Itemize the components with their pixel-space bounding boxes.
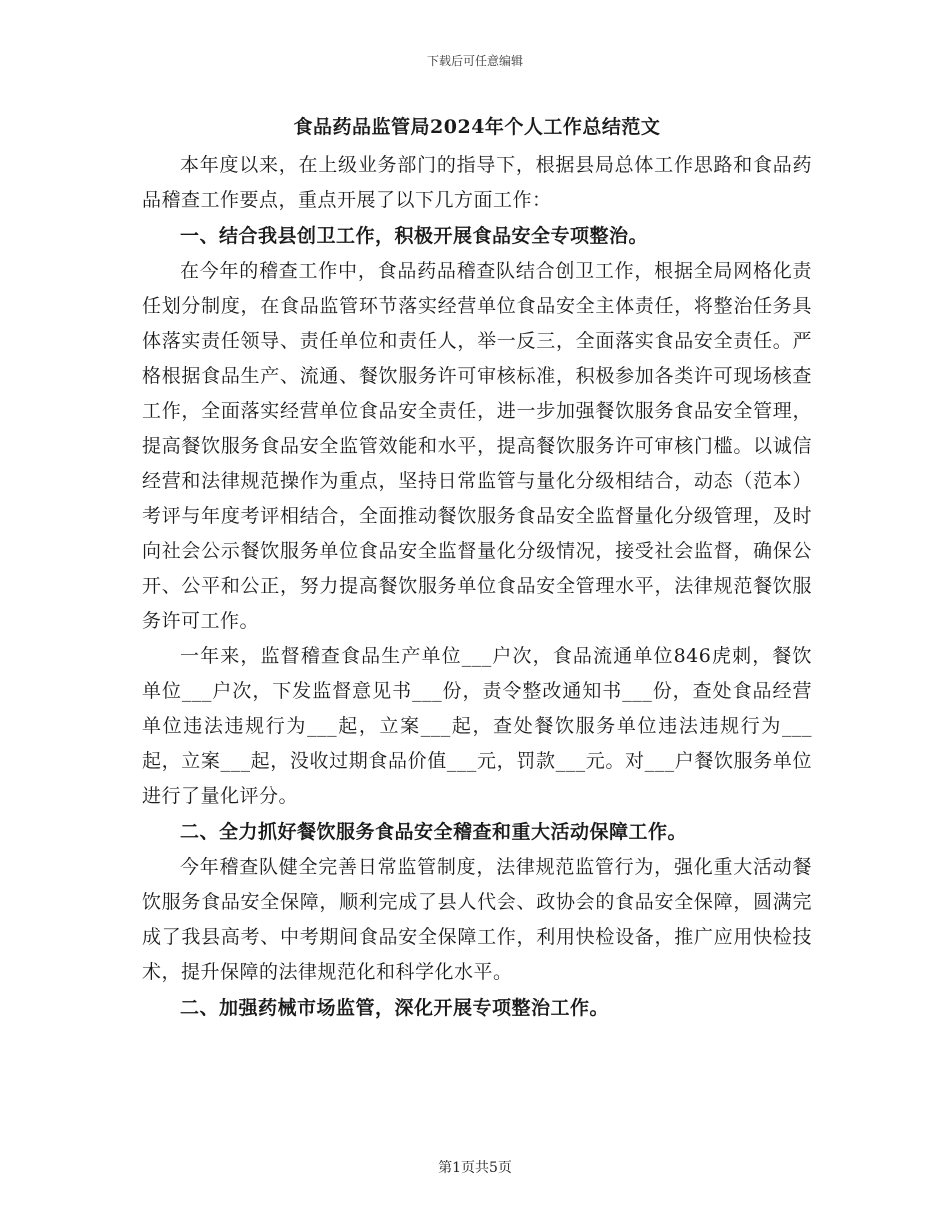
document-title: 食品药品监管局2024年个人工作总结范文: [293, 116, 661, 138]
section-heading-2: 二、全力抓好餐饮服务食品安全稽查和重大活动保障工作。: [180, 821, 688, 843]
page-number-indicator: 第1页共5页: [438, 1160, 512, 1176]
section-1-paragraph-1: 在今年的稽查工作中，食品药品稽查队结合创卫工作，根据全局网格化责任划分制度，在食品监管环节落实经营单位食品安全主体责任，将整治任务具体落实责任领导、责任单位和责任人，举一反三，全面落实食品安全责任。严格根据食品生产、流通、餐饮服务许可审核标准，积极参加各类许可现场核查工作，全面落实经营单位食品安全责任，进一步加强餐饮服务食品安全管理，提高餐饮服务食品安全监管效能和水平，提高餐饮服务许可审核门槛。以诚信经营和法律规范操作为重点，坚持日常监管与量化分级相结合，动态（范本）考评与年度考评相结合，全面推动餐饮服务食品安全监督量化分级管理，及时向社会公示餐饮服务单位食品安全监督量化分级情况，接受社会监督，确保公开、公平和公正，努力提高餐饮服务单位食品安全管理水平，法律规范餐饮服务许可工作。: [142, 260, 812, 632]
section-heading-1: 一、结合我县创卫工作，积极开展食品安全专项整治。: [180, 225, 649, 247]
intro-paragraph: 本年度以来，在上级业务部门的指导下，根据县局总体工作思路和食品药品稽查工作要点，重点开展了以下几方面工作：: [142, 154, 812, 211]
section-heading-3: 二、加强药械市场监管，深化开展专项整治工作。: [180, 997, 610, 1019]
section-2-paragraph-1: 今年稽查队健全完善日常监管制度，法律规范监管行为，强化重大活动餐饮服务食品安全保障，顺利完成了县人代会、政协会的食品安全保障，圆满完成了我县高考、中考期间食品安全保障工作，利用快检设备，推广应用快检技术，提升保障的法律规范化和科学化水平。: [142, 856, 812, 983]
document-body: [142, 110, 812, 1026]
section-1-paragraph-2: 一年来，监督稽查食品生产单位___户次，食品流通单位846虎刺，餐饮单位___户次，下发监督意见书___份，责令整改通知书___份，查处食品经营单位违法违规行为___起，立案___起，查处餐饮服务单位违法违规行为___起，立案___起，没收过期食品价值___元，罚款___元。对___户餐饮服务单位进行了量化评分。: [142, 645, 812, 807]
page-header-note: 下载后可任意编辑: [426, 54, 523, 68]
